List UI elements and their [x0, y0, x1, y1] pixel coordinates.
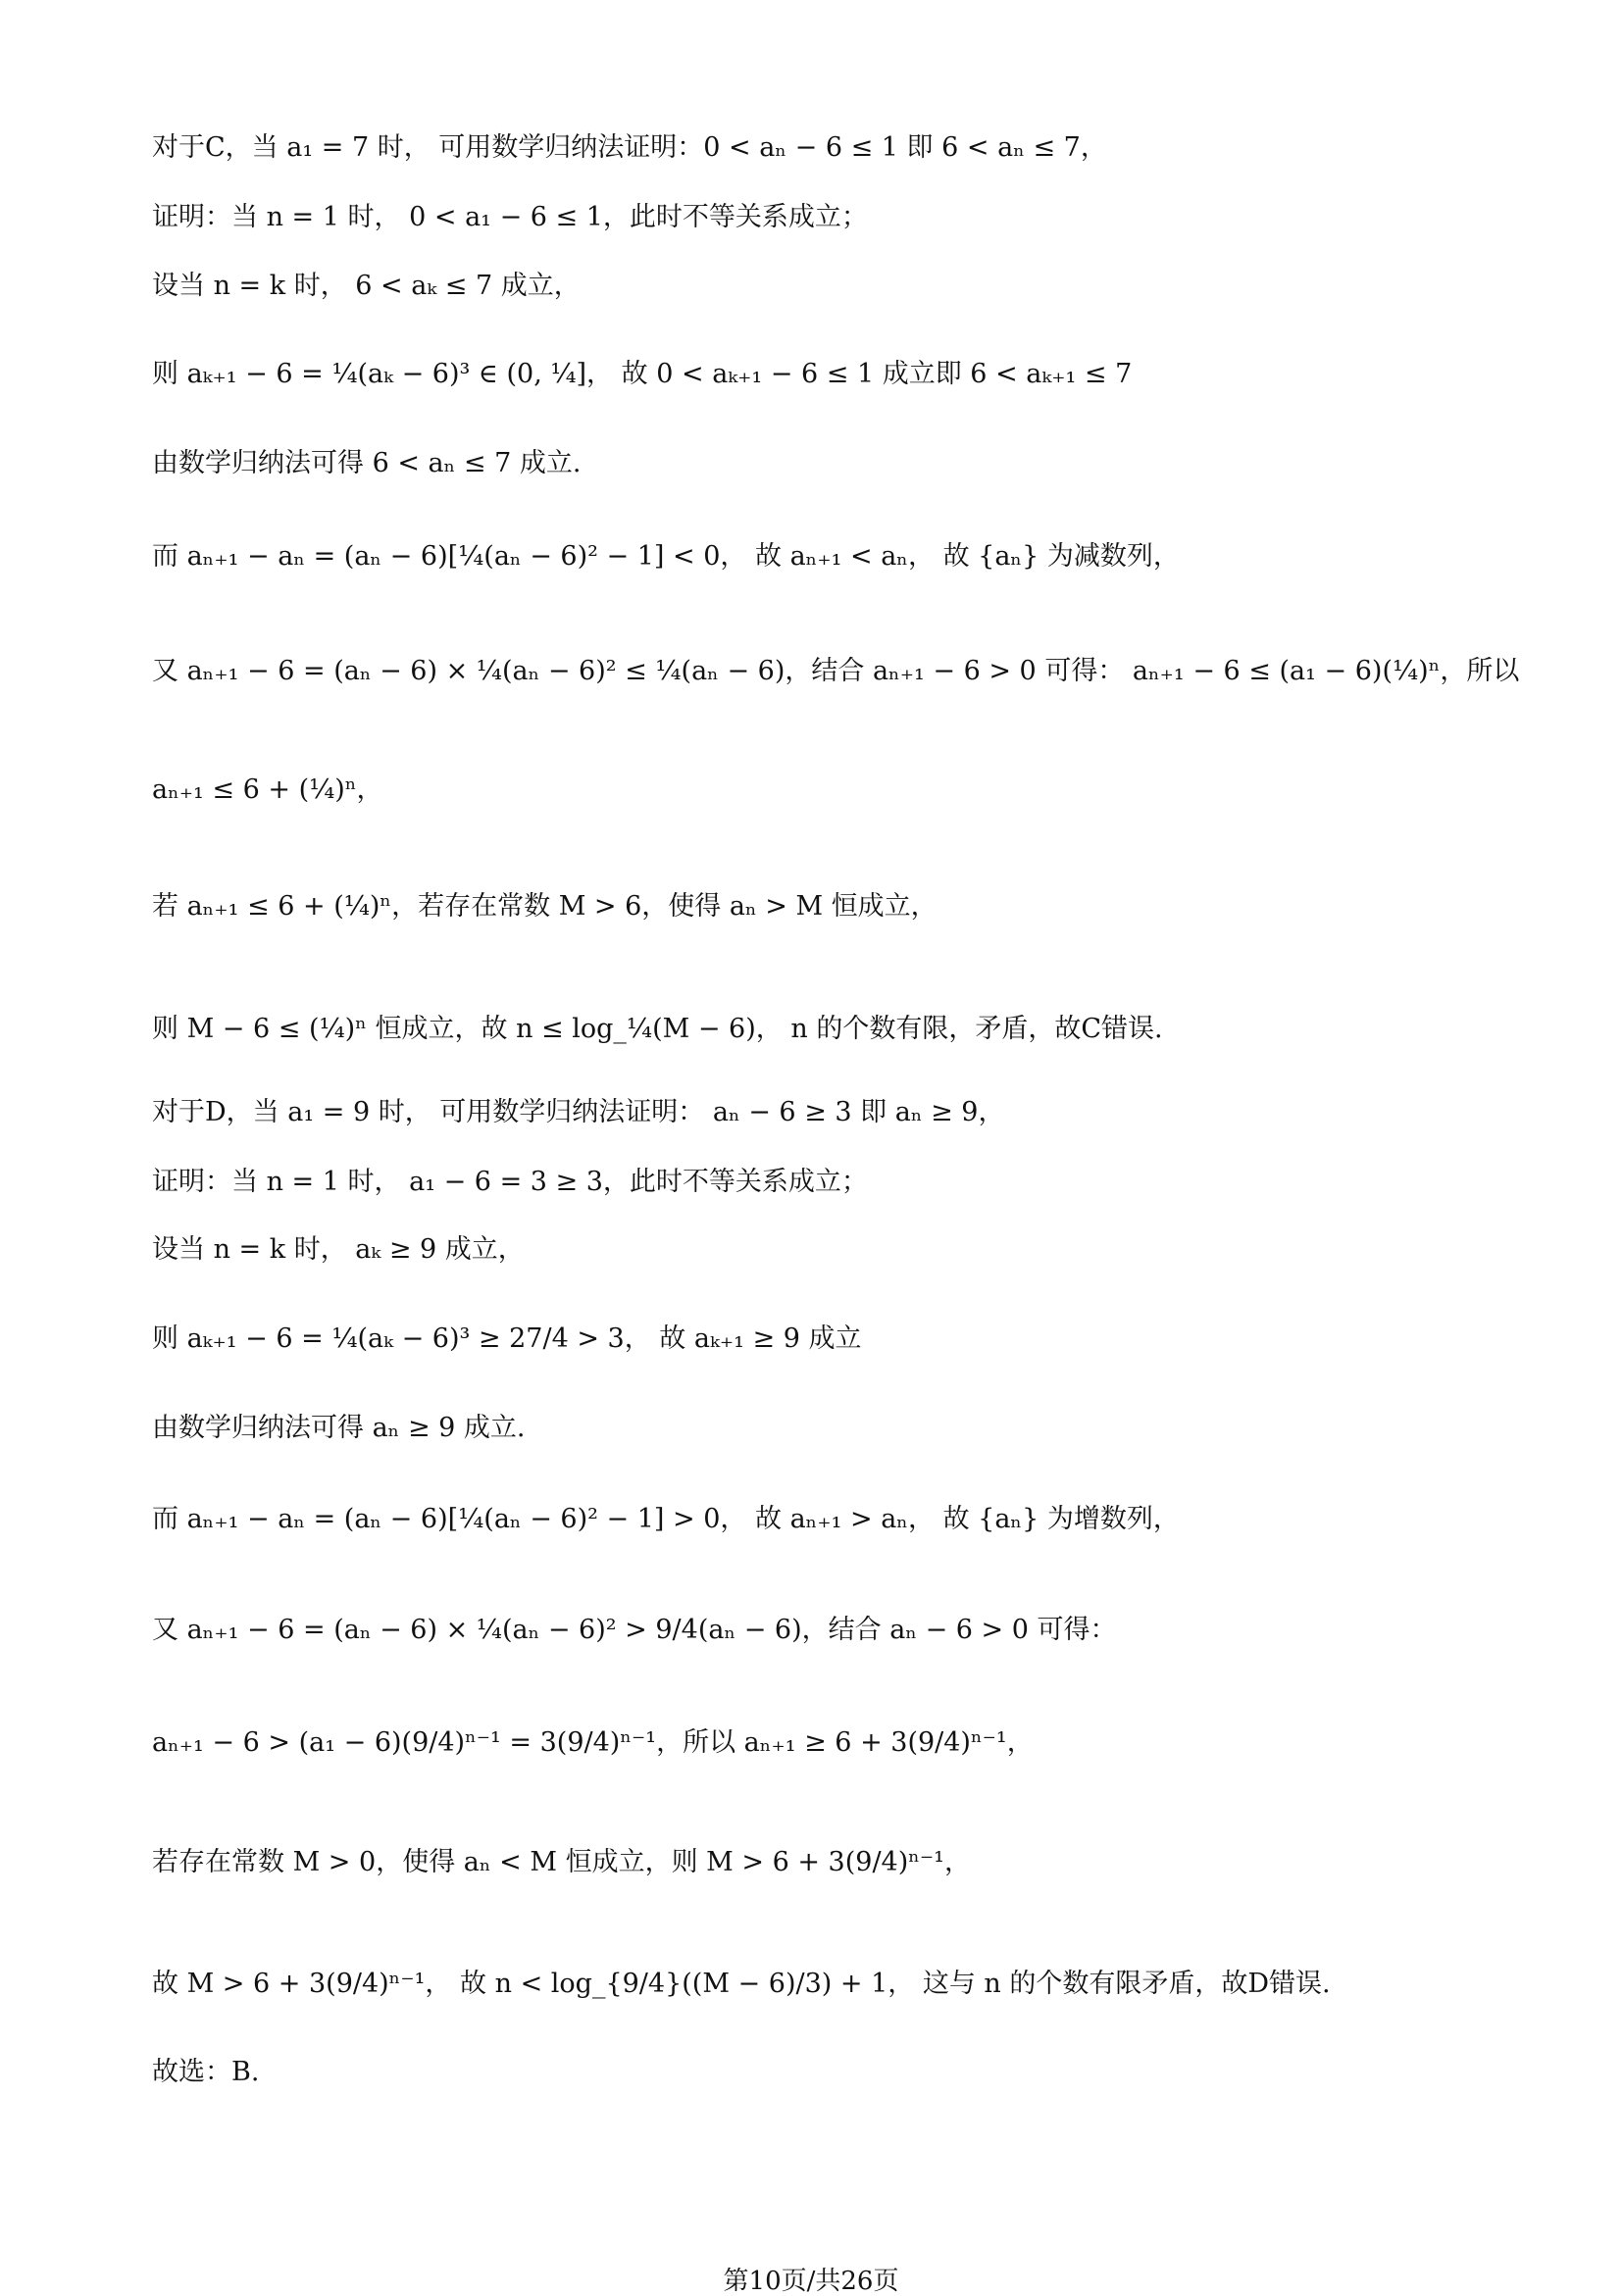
line-19: 故 M > 6 + 3(9/4)ⁿ⁻¹， 故 n < log_{9/4}((M − 6)/3) + 1， 这与 n 的个数有限矛盾，故D错误.	[152, 1969, 1331, 1999]
line-8: 若 aₙ₊₁ ≤ 6 + (¼)ⁿ，若存在常数 M > 6，使得 aₙ > M 恒成立，	[152, 891, 938, 922]
line-17: aₙ₊₁ − 6 > (a₁ − 6)(9/4)ⁿ⁻¹ = 3(9/4)ⁿ⁻¹，所以 aₙ₊₁ ≥ 6 + 3(9/4)ⁿ⁻¹，	[152, 1727, 1034, 1758]
line-13: 则 aₖ₊₁ − 6 = ¼(aₖ − 6)³ ≥ 27/4 > 3， 故 aₖ₊₁ ≥ 9 成立	[152, 1323, 862, 1354]
line-10: 对于D，当 a₁ = 9 时， 可用数学归纳法证明： aₙ − 6 ≥ 3 即 aₙ ≥ 9，	[152, 1097, 1005, 1127]
line-0: 对于C，当 a₁ = 7 时， 可用数学归纳法证明：0 < aₙ − 6 ≤ 1 即 6 < aₙ ≤ 7，	[152, 132, 1107, 163]
line-1: 证明：当 n = 1 时， 0 < a₁ − 6 ≤ 1，此时不等关系成立；	[152, 202, 868, 232]
line-12: 设当 n = k 时， aₖ ≥ 9 成立，	[152, 1234, 525, 1265]
line-6: 又 aₙ₊₁ − 6 = (aₙ − 6) × ¼(aₙ − 6)² ≤ ¼(aₙ − 6)，结合 aₙ₊₁ − 6 > 0 可得： aₙ₊₁ − 6 ≤ (a₁ − 6)(¼)ⁿ，所以	[152, 656, 1520, 686]
line-3: 则 aₖ₊₁ − 6 = ¼(aₖ − 6)³ ∈ (0, ¼]， 故 0 < aₖ₊₁ − 6 ≤ 1 成立即 6 < aₖ₊₁ ≤ 7	[152, 359, 1133, 389]
line-7: aₙ₊₁ ≤ 6 + (¼)ⁿ，	[152, 774, 383, 805]
line-16: 又 aₙ₊₁ − 6 = (aₙ − 6) × ¼(aₙ − 6)² > 9/4(aₙ − 6)，结合 aₙ − 6 > 0 可得：	[152, 1615, 1117, 1645]
line-2: 设当 n = k 时， 6 < aₖ ≤ 7 成立，	[152, 271, 581, 301]
line-4: 由数学归纳法可得 6 < aₙ ≤ 7 成立.	[152, 448, 582, 478]
line-5: 而 aₙ₊₁ − aₙ = (aₙ − 6)[¼(aₙ − 6)² − 1] < 0， 故 aₙ₊₁ < aₙ， 故 {aₙ} 为减数列，	[152, 541, 1180, 572]
page-footer: 第10页/共26页	[723, 2267, 899, 2296]
line-18: 若存在常数 M > 0，使得 aₙ < M 恒成立，则 M > 6 + 3(9/4)ⁿ⁻¹，	[152, 1847, 972, 1877]
line-20: 故选：B.	[152, 2057, 260, 2087]
line-14: 由数学归纳法可得 aₙ ≥ 9 成立.	[152, 1413, 526, 1443]
line-9: 则 M − 6 ≤ (¼)ⁿ 恒成立，故 n ≤ log_¼(M − 6)， n 的个数有限，矛盾，故C错误.	[152, 1014, 1163, 1044]
line-11: 证明：当 n = 1 时， a₁ − 6 = 3 ≥ 3，此时不等关系成立；	[152, 1167, 868, 1197]
line-15: 而 aₙ₊₁ − aₙ = (aₙ − 6)[¼(aₙ − 6)² − 1] > 0， 故 aₙ₊₁ > aₙ， 故 {aₙ} 为增数列，	[152, 1504, 1180, 1534]
